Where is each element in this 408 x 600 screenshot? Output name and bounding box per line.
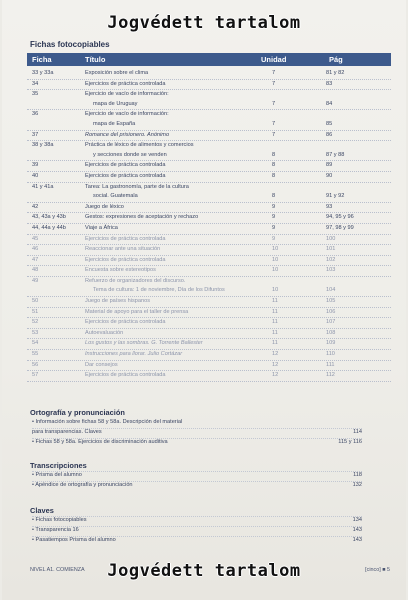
table-row bbox=[27, 203, 391, 214]
table-row bbox=[27, 245, 391, 256]
item-text: • Pasatiempos Prisma del alumno bbox=[32, 537, 116, 543]
cell-pag: 112 bbox=[326, 372, 335, 379]
table-row bbox=[27, 318, 391, 329]
cell-titulo: mapa de Uruguay bbox=[93, 100, 138, 107]
table-header bbox=[27, 53, 391, 66]
cell-pag: 90 bbox=[326, 172, 333, 179]
cell-titulo: Ejercicios de práctica controlada bbox=[85, 172, 166, 179]
cell-ficha: 37 bbox=[32, 131, 39, 138]
cell-unidad: 10 bbox=[272, 267, 279, 274]
cell-pag: 85 bbox=[326, 120, 333, 127]
table-row bbox=[27, 141, 391, 151]
cell-unidad: 12 bbox=[272, 361, 279, 368]
cell-ficha: 34 bbox=[32, 80, 39, 87]
cell-titulo: Ejercicios de práctica controlada bbox=[85, 235, 166, 242]
table-row bbox=[27, 224, 391, 235]
cell-titulo: Ejercicio de vacío de información: bbox=[85, 91, 169, 98]
cell-pag: 107 bbox=[326, 319, 336, 326]
cell-unidad: 7 bbox=[272, 131, 276, 138]
cell-titulo: Juego de léxico bbox=[85, 203, 124, 210]
item-page: 143 bbox=[352, 537, 362, 543]
cell-ficha: 56 bbox=[32, 361, 39, 368]
item-text: • Transparencia 16 bbox=[32, 527, 79, 533]
table-row bbox=[27, 80, 391, 91]
cell-ficha: 43, 43a y 43b bbox=[32, 214, 66, 221]
footer-page-number: [cinco] ■ 5 bbox=[365, 567, 390, 573]
cell-pag: 108 bbox=[326, 329, 336, 336]
cell-pag: 110 bbox=[326, 351, 335, 358]
cell-unidad: 12 bbox=[272, 372, 279, 379]
cell-unidad: 11 bbox=[272, 340, 278, 347]
cell-titulo: Práctica de léxico de alimentos y comercios bbox=[85, 142, 194, 149]
cell-ficha: 35 bbox=[32, 91, 39, 98]
cell-titulo: Ejercicios de práctica controlada bbox=[85, 372, 166, 379]
cell-titulo: Encuesta sobre estereotipos bbox=[85, 267, 156, 274]
cell-ficha: 54 bbox=[32, 340, 39, 347]
cell-titulo: Tema de cultura: 1 de noviembre, Día de los Difuntos bbox=[93, 287, 225, 294]
item-text: • Información sobre fichas 58 y 58a. Descripción del material bbox=[32, 419, 183, 425]
table-row bbox=[27, 256, 391, 267]
item-text: • Apéndice de ortografía y pronunciación bbox=[32, 482, 133, 488]
table-row bbox=[27, 161, 391, 172]
cell-titulo: Los gustos y las sombras. G. Torrente Ballester bbox=[85, 340, 203, 347]
cell-unidad: 11 bbox=[272, 329, 278, 336]
cell-titulo: Material de apoyo para el taller de prensa bbox=[85, 308, 189, 315]
table-row bbox=[27, 192, 391, 203]
cell-titulo: Tarea: La gastronomía, parte de la cultura bbox=[85, 183, 189, 190]
cell-unidad: 9 bbox=[272, 224, 276, 231]
cell-titulo: Romance del prisionero. Anónimo bbox=[85, 131, 170, 138]
cell-unidad: 10 bbox=[272, 287, 279, 294]
table-body bbox=[27, 69, 391, 382]
cell-titulo: Exposición sobre el clima bbox=[85, 70, 149, 76]
item-text: • Prisma del alumno bbox=[32, 472, 82, 478]
table-row bbox=[27, 213, 391, 224]
item-page: 132 bbox=[352, 482, 362, 488]
table-row bbox=[27, 329, 391, 340]
claves-item bbox=[32, 516, 362, 523]
table-row bbox=[27, 266, 391, 277]
cell-ficha: 53 bbox=[32, 329, 39, 336]
cell-unidad: 7 bbox=[272, 120, 276, 127]
item-text: • Fichas 58 y 58a. Ejercicios de discriminación auditiva bbox=[32, 439, 168, 445]
cell-pag: 87 y 88 bbox=[326, 151, 345, 158]
table-row bbox=[27, 297, 391, 308]
table-row bbox=[27, 235, 391, 246]
cell-unidad: 11 bbox=[272, 308, 278, 315]
cell-ficha: 38 y 38a bbox=[32, 142, 54, 149]
cell-ficha: 39 bbox=[32, 162, 39, 169]
cell-unidad: 9 bbox=[272, 214, 276, 221]
cell-titulo: y secciones donde se venden bbox=[93, 151, 167, 158]
table-row bbox=[27, 131, 391, 142]
item-page: 115 y 116 bbox=[338, 439, 362, 445]
cell-titulo: Viaje a África bbox=[85, 224, 118, 231]
cell-titulo: Juego de países hispanos bbox=[85, 298, 150, 305]
table-row bbox=[27, 100, 391, 111]
cell-ficha: 51 bbox=[32, 308, 39, 315]
cell-pag: 91 y 92 bbox=[326, 193, 345, 200]
cell-ficha: 44, 44a y 44b bbox=[32, 224, 66, 231]
cell-ficha: 52 bbox=[32, 319, 39, 326]
claves-item bbox=[32, 536, 362, 543]
cell-ficha: 46 bbox=[32, 246, 39, 253]
cell-unidad: 11 bbox=[272, 319, 278, 326]
table-row bbox=[27, 371, 391, 382]
watermark-top: Jogvédett tartalom bbox=[107, 13, 301, 33]
header-unidad: Unidad bbox=[261, 55, 287, 64]
header-ficha: Ficha bbox=[32, 55, 52, 64]
cell-titulo: Ejercicio de vacío de información: bbox=[85, 111, 169, 118]
cell-unidad: 10 bbox=[272, 256, 279, 263]
transcripciones-title: Transcripciones bbox=[30, 461, 87, 470]
table-row bbox=[27, 151, 391, 162]
table-row bbox=[27, 69, 391, 80]
claves-item bbox=[32, 526, 362, 533]
item-page: 143 bbox=[352, 527, 362, 533]
cell-unidad: 7 bbox=[272, 80, 276, 87]
table-row bbox=[27, 286, 391, 297]
cell-pag: 111 bbox=[326, 361, 335, 368]
cell-ficha: 50 bbox=[32, 298, 39, 305]
cell-ficha: 42 bbox=[32, 203, 39, 210]
cell-unidad: 9 bbox=[272, 235, 276, 242]
cell-ficha: 57 bbox=[32, 372, 39, 379]
ortografia-item bbox=[32, 438, 362, 445]
cell-pag: 86 bbox=[326, 131, 333, 138]
table-row bbox=[27, 110, 391, 120]
cell-ficha: 49 bbox=[32, 277, 39, 284]
cell-titulo: Ejercicios de práctica controlada bbox=[85, 162, 166, 169]
claves-title: Claves bbox=[30, 506, 54, 515]
table-row bbox=[27, 120, 391, 131]
item-page: 134 bbox=[352, 517, 362, 523]
cell-pag: 101 bbox=[326, 246, 336, 253]
item-text: • Fichas fotocopiables bbox=[32, 517, 87, 523]
cell-titulo: Ejercicios de práctica controlada bbox=[85, 80, 166, 87]
cell-pag: 94, 95 y 96 bbox=[326, 214, 354, 221]
cell-pag: 102 bbox=[326, 256, 336, 263]
cell-unidad: 9 bbox=[272, 203, 276, 210]
table-row bbox=[27, 361, 391, 372]
ortografia-title: Ortografía y pronunciación bbox=[30, 408, 125, 417]
cell-unidad: 12 bbox=[272, 351, 279, 358]
cell-ficha: 36 bbox=[32, 111, 39, 118]
watermark-bottom: Jogvédett tartalom bbox=[107, 561, 301, 581]
table-row bbox=[27, 183, 391, 193]
item-page: 114 bbox=[353, 429, 362, 435]
cell-pag: 97, 98 y 99 bbox=[326, 224, 354, 231]
table-row bbox=[27, 90, 391, 100]
cell-unidad: 10 bbox=[272, 246, 279, 253]
section-title: Fichas fotocopiables bbox=[30, 40, 110, 49]
cell-ficha: 55 bbox=[32, 351, 39, 358]
cell-pag: 84 bbox=[326, 100, 333, 107]
cell-ficha: 45 bbox=[32, 235, 39, 242]
cell-unidad: 11 bbox=[272, 298, 278, 305]
table-row bbox=[27, 350, 391, 361]
cell-ficha: 40 bbox=[32, 172, 39, 179]
cell-titulo: Gestos: expresiones de aceptación y rechazo bbox=[85, 214, 199, 221]
cell-ficha: 48 bbox=[32, 267, 39, 274]
cell-unidad: 8 bbox=[272, 151, 276, 158]
cell-unidad: 8 bbox=[272, 172, 276, 179]
transcripciones-item bbox=[32, 481, 362, 488]
cell-pag: 103 bbox=[326, 267, 336, 274]
table-row bbox=[27, 277, 391, 287]
item-text: para transparencias. Claves bbox=[32, 429, 102, 435]
cell-unidad: 7 bbox=[272, 70, 276, 76]
cell-ficha: 47 bbox=[32, 256, 39, 263]
cell-unidad: 7 bbox=[272, 100, 276, 107]
cell-pag: 81 y 82 bbox=[326, 70, 345, 76]
cell-pag: 105 bbox=[326, 298, 336, 305]
cell-titulo: social. Guatemala bbox=[93, 193, 138, 200]
cell-titulo: Dar consejos bbox=[85, 361, 118, 368]
ortografia-item bbox=[32, 428, 362, 435]
cell-ficha: 41 y 41a bbox=[32, 183, 54, 190]
cell-unidad: 8 bbox=[272, 193, 276, 200]
transcripciones-item bbox=[32, 471, 362, 478]
cell-titulo: Ejercicios de práctica controlada bbox=[85, 256, 166, 263]
item-page: 118 bbox=[353, 472, 362, 478]
cell-titulo: mapa de España bbox=[93, 120, 136, 127]
header-pag: Pág bbox=[329, 55, 343, 64]
cell-pag: 89 bbox=[326, 162, 333, 169]
table-row bbox=[27, 308, 391, 319]
cell-titulo: Ejercicios de práctica controlada bbox=[85, 319, 166, 326]
cell-titulo: Refuerzo de organizadores del discurso. bbox=[85, 277, 186, 284]
table-row bbox=[27, 339, 391, 350]
cell-pag: 93 bbox=[326, 203, 333, 210]
cell-pag: 109 bbox=[326, 340, 336, 347]
table-row bbox=[27, 172, 391, 183]
cell-pag: 106 bbox=[326, 308, 336, 315]
cell-ficha: 33 y 33a bbox=[32, 70, 54, 76]
cell-pag: 104 bbox=[326, 287, 336, 294]
header-titulo: Título bbox=[85, 55, 106, 64]
cell-titulo: Autoevaluación bbox=[85, 329, 124, 336]
cell-pag: 100 bbox=[326, 235, 336, 242]
cell-pag: 83 bbox=[326, 80, 333, 87]
footer-left: NIVEL A1. COMIENZA bbox=[30, 567, 85, 573]
cell-titulo: Reaccionar ante una situación bbox=[85, 246, 161, 253]
cell-titulo: Instrucciones para llorar. Julio Cortázar bbox=[85, 351, 183, 358]
cell-unidad: 8 bbox=[272, 162, 276, 169]
